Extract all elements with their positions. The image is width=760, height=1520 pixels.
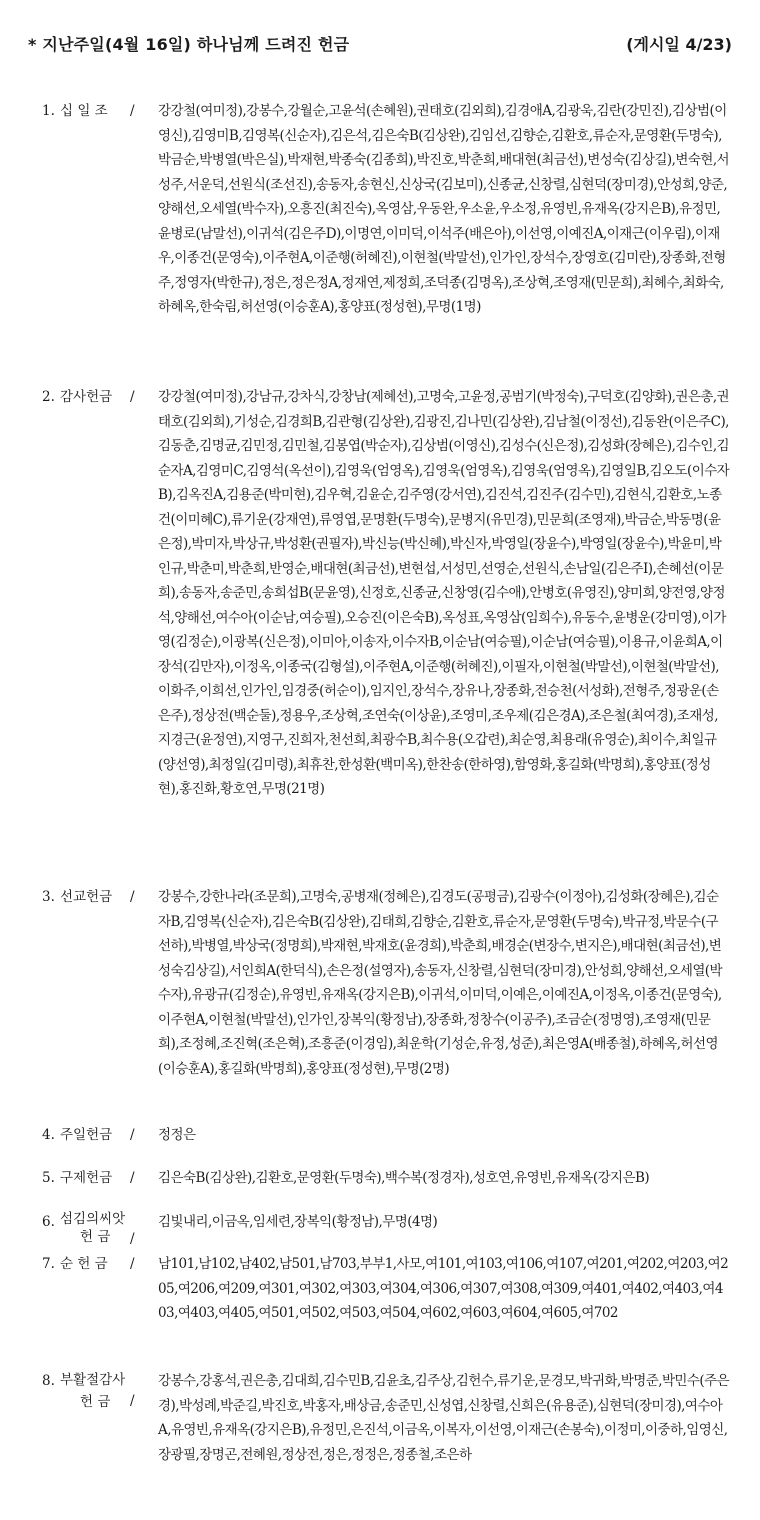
section-category-line: 섬김의씨앗 [60, 1211, 126, 1227]
section-category-line: 감사헌금 [60, 389, 113, 405]
donor-names: 정정은 [158, 1127, 196, 1143]
posting-date: (게시일 4/23) [626, 35, 732, 54]
donor-names: 강봉수,강홍석,권은총,김대희,김수민B,김윤초,김주상,김헌수,류기운,문경모,박귀화,박명준,박민수(주은경),박성례,박준길,박진호,박홍자,배상금,송준민,신성엽,신창렬,신희은(유용준),심현덕(장미경),여수아A,유영빈,유재옥(강지은B),유정민,은진석,이금옥,이복자,이선영,이재근(손봉숙),이정미,이중하,임영신,장광필,장명곤,전혜원,정상전,정은,정정은,정종철,조은하 [158, 1373, 730, 1463]
donor-names: 남101,남102,남402,남501,남703,부부1,사모,여101,여103,여106,여107,여201,여202,여203,여205,여206,여209,여301,여302,여303,여304,여306,여307,여308,여309,여401,여402,여403,여403,여403,여405,여501,여502,여503,여504,여602,여603,여604,여605,여702 [158, 1256, 729, 1321]
section-slash: / [130, 1256, 135, 1272]
section-category-line: 구제헌금 [60, 1170, 113, 1186]
page-title: * 지난주일(4월 16일) 하나님께 드려진 헌금 [28, 35, 350, 54]
section-number: 6. [42, 1214, 55, 1230]
donor-names: 강봉수,강한나라(조문희),고명숙,공병재(정혜은),김경도(공평금),김광수(이정아),김성화(장혜은),김순자B,김영복(신순자),김은숙B(김상완),김태희,김향순,김환호,류순자,문영환(두명숙),박규정,박문수(구선하),박병열,박상국(정명희),박재현,박재호(윤경희),박춘희,배경순(변장수,변지은),배대현(최금선),변성숙김상길),서인희A(한덕식),손은정(설영자),송동자,신창렬,심현덕(장미경),안성희,양해선,오세열(박수자),유광규(김정순),유영빈,유재옥(강지은B),이귀석,이미덕,이예은,이예진A,이정옥,이종건(문영숙),이주현A,이현철(박말선),인가인,장복익(황정남),장종화,정창수(이공주),조금순(정명영),조영재(민문희),조정혜,조진혁(조은혁),조흥준(이경임),최운학(기성순,유정,성준),최은영A(배종철),하혜옥,허선영(이승훈A),홍길화(박명희),홍양표(정성현),무명(2명) [158, 889, 723, 1077]
section-number: 5. [42, 1170, 55, 1186]
section-category-line: 십 일 조 [60, 103, 108, 119]
section-category-line: 헌 금 [80, 1229, 111, 1245]
section-slash: / [130, 103, 135, 119]
donor-names: 강강철(여미정),강봉수,강월순,고윤석(손혜원),권태호(김외희),김경애A,김광욱,김란(강민진),김상범(이영신),김영미B,김영복(신순자),김은석,김은숙B(김상완),김임선,김향순,김환호,류순자,문영환(두명숙),박금순,박병열(박은실),박재현,박종숙(김종희),박진호,박춘희,배대현(최금선),변성숙(김상길),변숙현,서성주,서운덕,선원식(조선진),송동자,송현신,신상국(김보미),신종균,신창렬,심현덕(장미경),안성희,양준,양해선,오세열(박수자),오흥진(최진숙),옥영삼,우동완,우소윤,우소정,유영빈,유재옥(강지은B),유정민,윤병로(남말선),이귀석(김은주D),이명연,이미덕,이석주(배은아),이선영,이예진A,이재근(이우림),이재우,이종건(문영숙),이주현A,이준행(허혜진),이현철(박말선),인가인,장석수,장영호(김미란),장종화,전형주,정영자(박한규),정은,정은정A,정재연,제정희,조덕종(김명옥),조상혁,조영재(민문희),최혜수,최화숙,하혜옥,한숙림,허선영(이승훈A),홍양표(정성현),무명(1명) [158, 103, 730, 315]
section-slash: / [130, 1393, 135, 1409]
section-number: 7. [42, 1256, 55, 1272]
section-number: 4. [42, 1127, 55, 1143]
section-slash: / [130, 389, 135, 405]
donor-names: 강강철(여미정),강남규,강차식,강창남(제혜선),고명숙,고윤정,공범기(박정숙),구덕호(김양화),권은총,권태호(김외희),기성순,김경희B,김관형(김상완),김광진,김나민(김상완),김남철(이정선),김동완(이은주C),김동춘,김명균,김민정,김민철,김봉엽(박순자),김상범(이영신),김성수(신은정),김성화(장혜은),김수인,김순자A,김영미C,김영석(옥선이),김영욱(엄영옥),김영욱(엄영옥),김영욱(엄영옥),김영일B,김오도(이수자B),김옥진A,김용준(박미현),김우혁,김윤순,김주영(강서연),김진석,김진주(김수민),김현식,김환호,노종건(이미혜C),류기운(강재연),류영엽,문명환(두명숙),문병지(유민경),민문희(조영재),박금순,박동명(윤은정),박미자,박상규,박성환(권필자),박신능(박신혜),박신자,박영일(장윤수),박영일(장윤수),박윤미,박인규,박춘미,박춘희,반영순,배대현(최금선),변현섭,서성민,선영순,선원식,손남일(김은주I),손혜선(이문희),송동자,송준민,송희섭B(문윤영),신정호,신종균,신창영(김수애),안병호(유영진),양미희,양전영,양정석,양해선,여수아(이순남,여승필),오승진(이은숙B),옥성표,옥영삼(임희수),유동수,윤병운(강미영),이가영(김정순),이광복(신은정),이미아,이송자,이수자B,이순남(여승필),이순남(여승필),이용규,이윤희A,이장석(김만자),이정옥,이종국(김형설),이주현A,이준행(허혜진),이필자,이현철(박말선),이현철(박말선),이화주,이희선,인가인,임경중(허순이),임지인,장석수,장유나,장종화,전승천(서성화),전형주,정광운(손은주),정상전(백순둘),정용우,조상혁,조연숙(이상윤),조영미,조우제(김은경A),조은철(최여경),조재성,지경근(윤정연),지영구,진희자,천선희,최광수B,최수용(오갑련),최순영,최용래(유영순),최이수,최일규(양선영),최정일(김미령),최휴찬,한성환(백미옥),한찬송(한하영),함영화,홍길화(박명희),홍양표(정성현),홍진화,황호연,무명(21명) [158, 389, 730, 797]
section-category-line: 부활절감사 [60, 1372, 126, 1388]
section-slash: / [130, 1170, 135, 1186]
section-number: 2. [42, 389, 55, 405]
section-category-line: 순 헌 금 [60, 1256, 108, 1272]
donor-names: 김빛내리,이금옥,임세련,장복익(황정남),무명(4명) [158, 1214, 438, 1230]
section-category-line: 선교헌금 [60, 889, 113, 905]
section-slash: / [130, 1231, 135, 1247]
section-number: 3. [42, 889, 55, 905]
section-category-line: 헌 금 [80, 1394, 111, 1410]
section-slash: / [130, 1127, 135, 1143]
section-number: 8. [42, 1373, 55, 1389]
donor-names: 김은숙B(김상완),김환호,문영환(두명숙),백수복(정경자),성호연,유영빈,유재옥(강지은B) [158, 1170, 650, 1186]
announcement-header [28, 32, 732, 58]
section-number: 1. [42, 103, 55, 119]
section-slash: / [130, 889, 135, 905]
section-category-line: 주일헌금 [60, 1127, 113, 1143]
